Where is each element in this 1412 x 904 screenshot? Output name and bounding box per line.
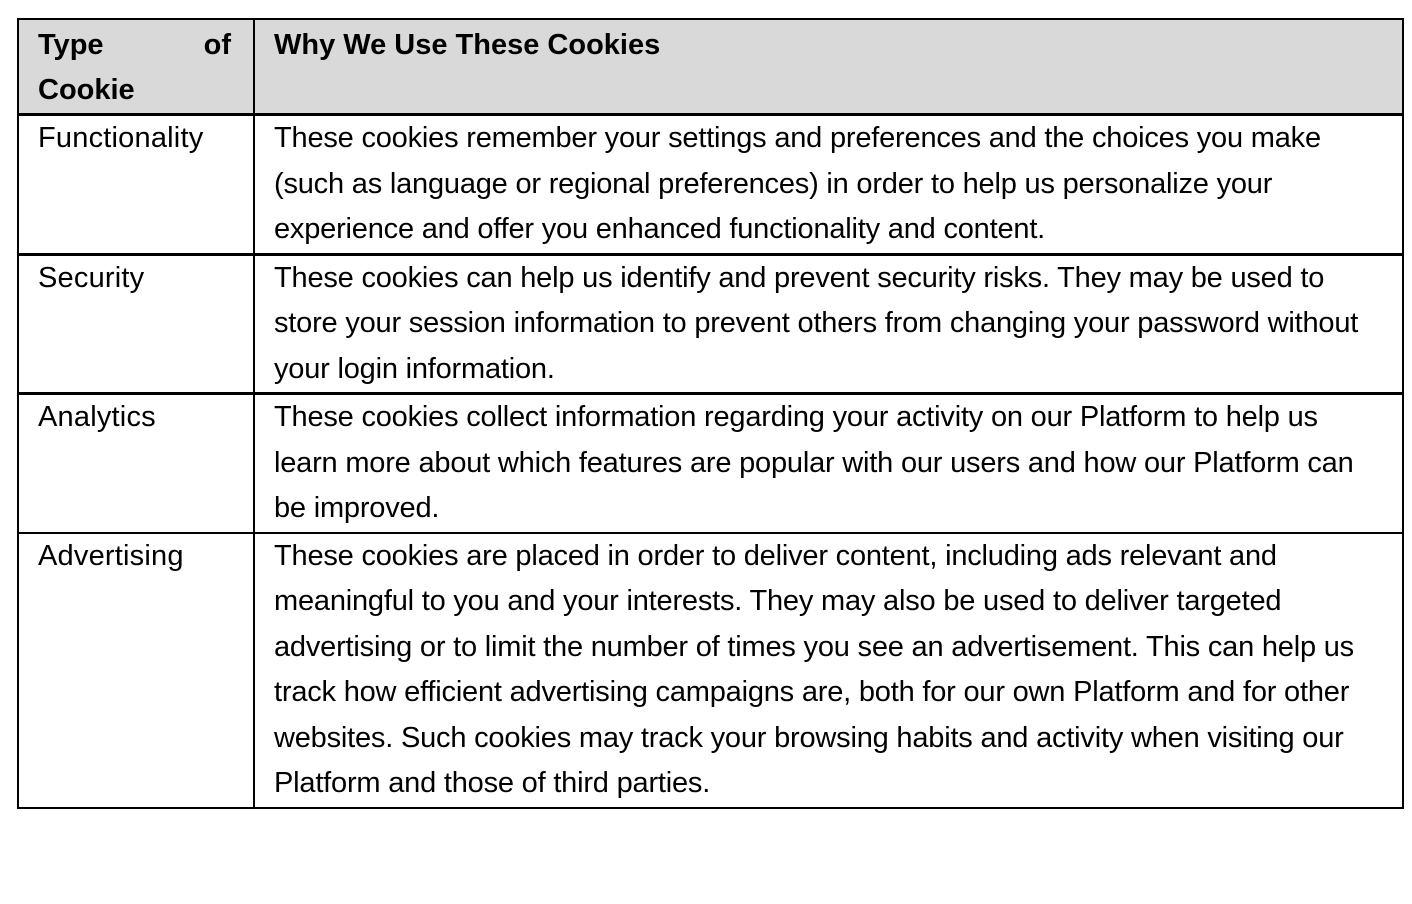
header-type-of-cookie [18, 19, 254, 115]
header-of-word: of [203, 29, 231, 61]
header-cookie-word: Cookie [38, 74, 135, 106]
table-row [18, 115, 1403, 255]
cookie-types-table [17, 18, 1404, 809]
cookie-purpose-cell: These cookies are placed in order to deliver content, including ads relevant and meaningful to you and your interests. They may also be used to deliver targeted advertising or to limit the number of times you see an advertisement. This can help us track how efficient advertising campaigns are, both for our own Platform and for other websites. Such cookies may track your browsing habits and activity when visiting our Platform and those of third parties. [254, 533, 1403, 808]
cookie-type-cell: Functionality [18, 115, 254, 255]
table-row [18, 254, 1403, 394]
cookie-type-cell: Security [18, 254, 254, 394]
header-type-word: Type [38, 29, 104, 61]
cookie-type-cell: Analytics [18, 394, 254, 533]
table-header-row [18, 19, 1403, 115]
table-row [18, 533, 1403, 808]
cookie-purpose-cell: These cookies remember your settings and preferences and the choices you make (such as language or regional preferences) in order to help us personalize your experience and offer you enhanced functionality and content. [254, 115, 1403, 255]
table-row [18, 394, 1403, 533]
cookie-type-cell: Advertising [18, 533, 254, 808]
cookie-purpose-cell: These cookies collect information regarding your activity on our Platform to help us learn more about which features are popular with our users and how our Platform can be improved. [254, 394, 1403, 533]
cookie-purpose-cell: These cookies can help us identify and prevent security risks. They may be used to store your session information to prevent others from changing your password without your login information. [254, 254, 1403, 394]
header-why-we-use: Why We Use These Cookies [254, 19, 1403, 115]
